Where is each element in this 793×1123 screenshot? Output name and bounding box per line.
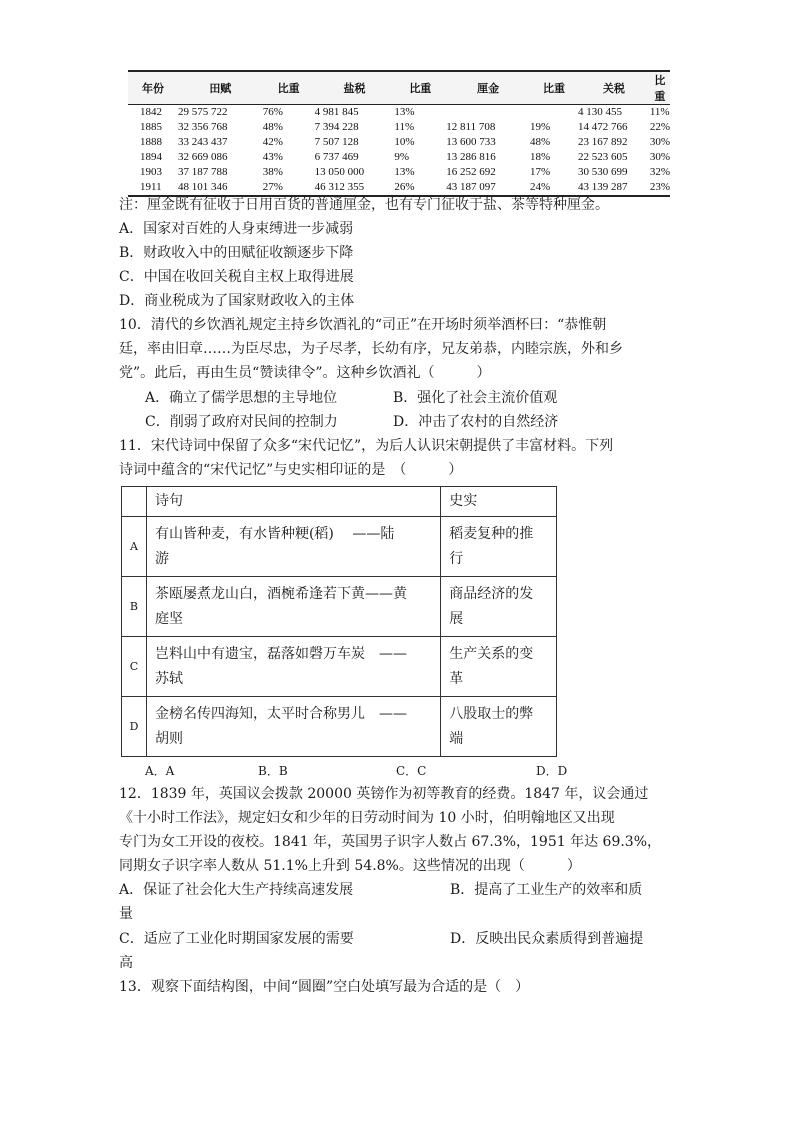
tax-table-cell: 1842 [140, 106, 162, 118]
q10-option-c[interactable]: C．削弱了政府对民间的控制力 [145, 414, 338, 430]
tax-table-cell: 30 530 699 [577, 166, 628, 178]
tax-table-cell: 48% [262, 121, 283, 133]
fact-line: 展 [449, 610, 464, 627]
q12-stem-line: 专门为女工开设的夜校。1841 年，英国男子识字人数占 67.3%，1951 年达 69.3%， [119, 834, 662, 850]
tax-table-row [128, 180, 670, 196]
q11-stem-line: 11．宋代诗词中保留了众多“宋代记忆”，为后人认识宋朝提供了丰富材料。下列 [119, 438, 614, 454]
q10-stem-line: 廷，率由旧章……为臣尽忠，为子尽孝，长幼有序，兄友弟恭，内睦宗族，外和乡 [119, 341, 623, 357]
q12-option-a[interactable]: A．保证了社会化大生产持续高速发展 [119, 882, 354, 898]
fact-cell [441, 637, 557, 697]
tax-table-cell: 22% [649, 121, 670, 133]
tax-table-cell: 13 600 733 [446, 136, 496, 148]
q11-option-c[interactable]: C．C [396, 764, 427, 778]
tax-table-cell: 32 669 086 [177, 151, 228, 163]
tax-table-row [128, 165, 670, 180]
tax-table-cell: 43 139 287 [577, 181, 628, 193]
q11-option-a[interactable]: A．A [145, 764, 175, 778]
poem-row-a [122, 517, 557, 577]
poem-table-corner [122, 487, 147, 517]
tax-table-cell: 13% [394, 106, 415, 118]
fact-line: 稻麦复种的推 [449, 525, 534, 542]
q10-option-a[interactable]: A．确立了儒学思想的主导地位 [145, 390, 338, 406]
tax-table-cell [530, 105, 578, 121]
tax-table-cell: 32% [649, 166, 670, 178]
poem-row-b [122, 577, 557, 637]
q13-stem: 13．观察下面结构图，中间“圆圈”空白处填写最为合适的是（ ） [119, 979, 530, 995]
tax-col-header: 厘金 [477, 82, 500, 95]
tax-table-cell: 12 811 708 [446, 121, 496, 133]
tax-table-cell: 23 167 892 [577, 136, 628, 148]
tax-table-cell: 38% [262, 166, 283, 178]
q10-stem-line: 10．清代的乡饮酒礼规定主持乡饮酒礼的“司正”在开场时须举酒杯曰：“恭惟朝 [119, 317, 607, 333]
fact-line: 八股取士的弊 [449, 705, 534, 722]
tax-table-cell: 30% [649, 136, 670, 148]
fact-col-header: 史实 [441, 487, 557, 517]
tax-table-cell: 33 243 437 [177, 136, 228, 148]
poem-cell [146, 637, 440, 697]
q9-option-c[interactable]: C．中国在收回关税自主权上取得进展 [119, 269, 354, 285]
poem-line: 胡则 [154, 730, 183, 747]
row-label: B [122, 577, 147, 637]
tax-table-cell: 18% [530, 151, 551, 163]
q12-option-b-cont: 量 [119, 906, 133, 922]
poem-line: 游 [154, 550, 169, 567]
tax-col-header: 比重 [277, 82, 300, 95]
tax-table-cell: 4 981 845 [314, 106, 359, 118]
row-label: D [122, 697, 147, 757]
tax-col-header: 比重 [654, 74, 666, 103]
q11-poem-table [121, 486, 557, 757]
q11-stem-line: 诗词中蕴含的“宋代记忆”与史实相印证的是 （ ） [119, 462, 463, 478]
tax-table-cell: 17% [530, 166, 551, 178]
tax-table-cell: 1888 [140, 136, 162, 148]
q12-stem-line: 12．1839 年，英国议会拨款 20000 英镑作为初等教育的经费。1847 年，议会通过 [119, 786, 649, 802]
fact-line: 革 [449, 670, 464, 687]
tax-table-cell: 16 252 692 [446, 166, 496, 178]
fact-cell [441, 517, 557, 577]
fact-line: 商品经济的发 [449, 585, 534, 602]
row-label: C [122, 637, 147, 697]
tax-table-cell: 13% [394, 166, 415, 178]
tax-table-cell: 4 130 455 [577, 106, 622, 118]
tax-table-cell: 23% [649, 181, 670, 193]
tax-table-row [128, 135, 670, 150]
q10-option-b[interactable]: B．强化了社会主流价值观 [393, 390, 558, 406]
tax-table-cell: 26% [394, 181, 415, 193]
tax-table-cell: 46 312 355 [314, 181, 365, 193]
poem-cell [146, 697, 440, 757]
poem-cell [146, 577, 440, 637]
tax-col-header: 关税 [602, 82, 625, 95]
q12-option-d-cont: 高 [119, 955, 133, 971]
q9-option-d[interactable]: D．商业税成为了国家财政收入的主体 [119, 293, 355, 309]
poem-line: 庭坚 [154, 610, 183, 627]
q12-option-b[interactable]: B．提高了工业生产的效率和质 [450, 882, 643, 898]
tax-table-row [128, 150, 670, 165]
fact-line: 生产关系的变 [449, 645, 534, 662]
tax-col-header: 比重 [543, 82, 565, 95]
tax-table-cell: 30% [649, 151, 670, 163]
poem-table-header-row [122, 487, 557, 517]
poem-row-d [122, 697, 557, 757]
tax-table-cell: 32 356 768 [177, 121, 228, 133]
q9-option-a[interactable]: A．国家对百姓的人身束缚进一步减弱 [119, 221, 354, 237]
tax-col-header: 比重 [409, 82, 432, 95]
tax-table-cell: 24% [530, 181, 551, 193]
q12-option-d[interactable]: D．反映出民众素质得到普遍提 [450, 931, 644, 947]
poem-col-header: 诗句 [146, 487, 440, 517]
tax-table-cell: 1903 [140, 166, 162, 178]
poem-line: 茶瓯屡煮龙山白，酒椀希逢若下黄——黄 [154, 585, 407, 602]
poem-line: 苏轼 [154, 670, 183, 687]
tax-table-cell: 1894 [140, 151, 162, 163]
fact-line: 行 [449, 550, 464, 567]
tax-table-cell: 11% [649, 106, 670, 118]
q12-stem-line: 同期女子识字率人数从 51.1%上升到 54.8%。这些情况的出现（ ） [119, 858, 581, 874]
tax-table-cell: 43% [262, 151, 283, 163]
tax-table-cell: 13 050 000 [314, 166, 365, 178]
q12-option-c[interactable]: C．适应了工业化时期国家发展的需要 [119, 931, 354, 947]
tax-table-cell: 1911 [140, 181, 162, 193]
tax-table-row [128, 105, 670, 121]
tax-col-header: 年份 [141, 82, 164, 95]
poem-line: 有山皆种麦，有水皆种粳(稻) ——陆 [154, 525, 395, 542]
tax-revenue-table [128, 70, 670, 197]
tax-table-cell: 13 286 816 [446, 151, 496, 163]
tax-table-row [128, 120, 670, 135]
tax-table-cell: 48 101 346 [177, 181, 228, 193]
tax-table-header-row [128, 71, 670, 105]
q10-option-d[interactable]: D．冲击了农村的自然经济 [393, 414, 559, 430]
tax-table-cell: 6 737 469 [314, 151, 359, 163]
tax-table-cell: 37 187 788 [177, 166, 228, 178]
tax-table-cell: 19% [530, 121, 551, 133]
q11-option-b[interactable]: B．B [258, 764, 288, 778]
tax-table-cell: 7 507 128 [314, 136, 359, 148]
fact-cell [441, 697, 557, 757]
tax-table-cell: 11% [394, 121, 415, 133]
tax-table-cell: 22 523 605 [577, 151, 628, 163]
q12-stem-line: 《十小时工作法》，规定妇女和少年的日劳动时间为 10 小时，伯明翰地区又出现 [119, 810, 615, 826]
q11-option-d[interactable]: D．D [536, 764, 568, 778]
q9-note: 注：厘金既有征收于日用百货的普通厘金，也有专门征收于盐、茶等特种厘金。 [119, 197, 609, 213]
tax-col-header: 盐税 [343, 82, 366, 95]
tax-table-cell: 29 575 722 [177, 106, 228, 118]
poem-cell [146, 517, 440, 577]
poem-line: 金榜名传四海知，太平时合称男儿 —— [154, 705, 407, 722]
tax-table-cell: 9% [394, 151, 410, 163]
tax-table-cell: 42% [262, 136, 283, 148]
tax-table-cell: 7 394 228 [314, 121, 359, 133]
tax-table-cell: 10% [394, 136, 415, 148]
tax-table-cell: 48% [530, 136, 551, 148]
q9-option-b[interactable]: B．财政收入中的田赋征收额逐步下降 [119, 245, 354, 261]
tax-table-cell: 1885 [140, 121, 162, 133]
tax-table-body [128, 105, 670, 197]
row-label: A [122, 517, 147, 577]
tax-table-cell: 27% [262, 181, 283, 193]
fact-cell [441, 577, 557, 637]
poem-line: 岂料山中有遗宝，磊落如磬万车炭 —— [154, 645, 407, 662]
tax-col-header: 田赋 [209, 82, 232, 95]
poem-row-c [122, 637, 557, 697]
fact-line: 端 [449, 730, 464, 747]
q10-stem-line: 党”。此后，再由生员“赞读律令”。这种乡饮酒礼（ ） [119, 365, 491, 381]
tax-table-cell: 76% [262, 106, 283, 118]
tax-table-cell [446, 105, 530, 121]
tax-table-cell: 43 187 097 [446, 181, 496, 193]
tax-table-cell: 14 472 766 [577, 121, 628, 133]
